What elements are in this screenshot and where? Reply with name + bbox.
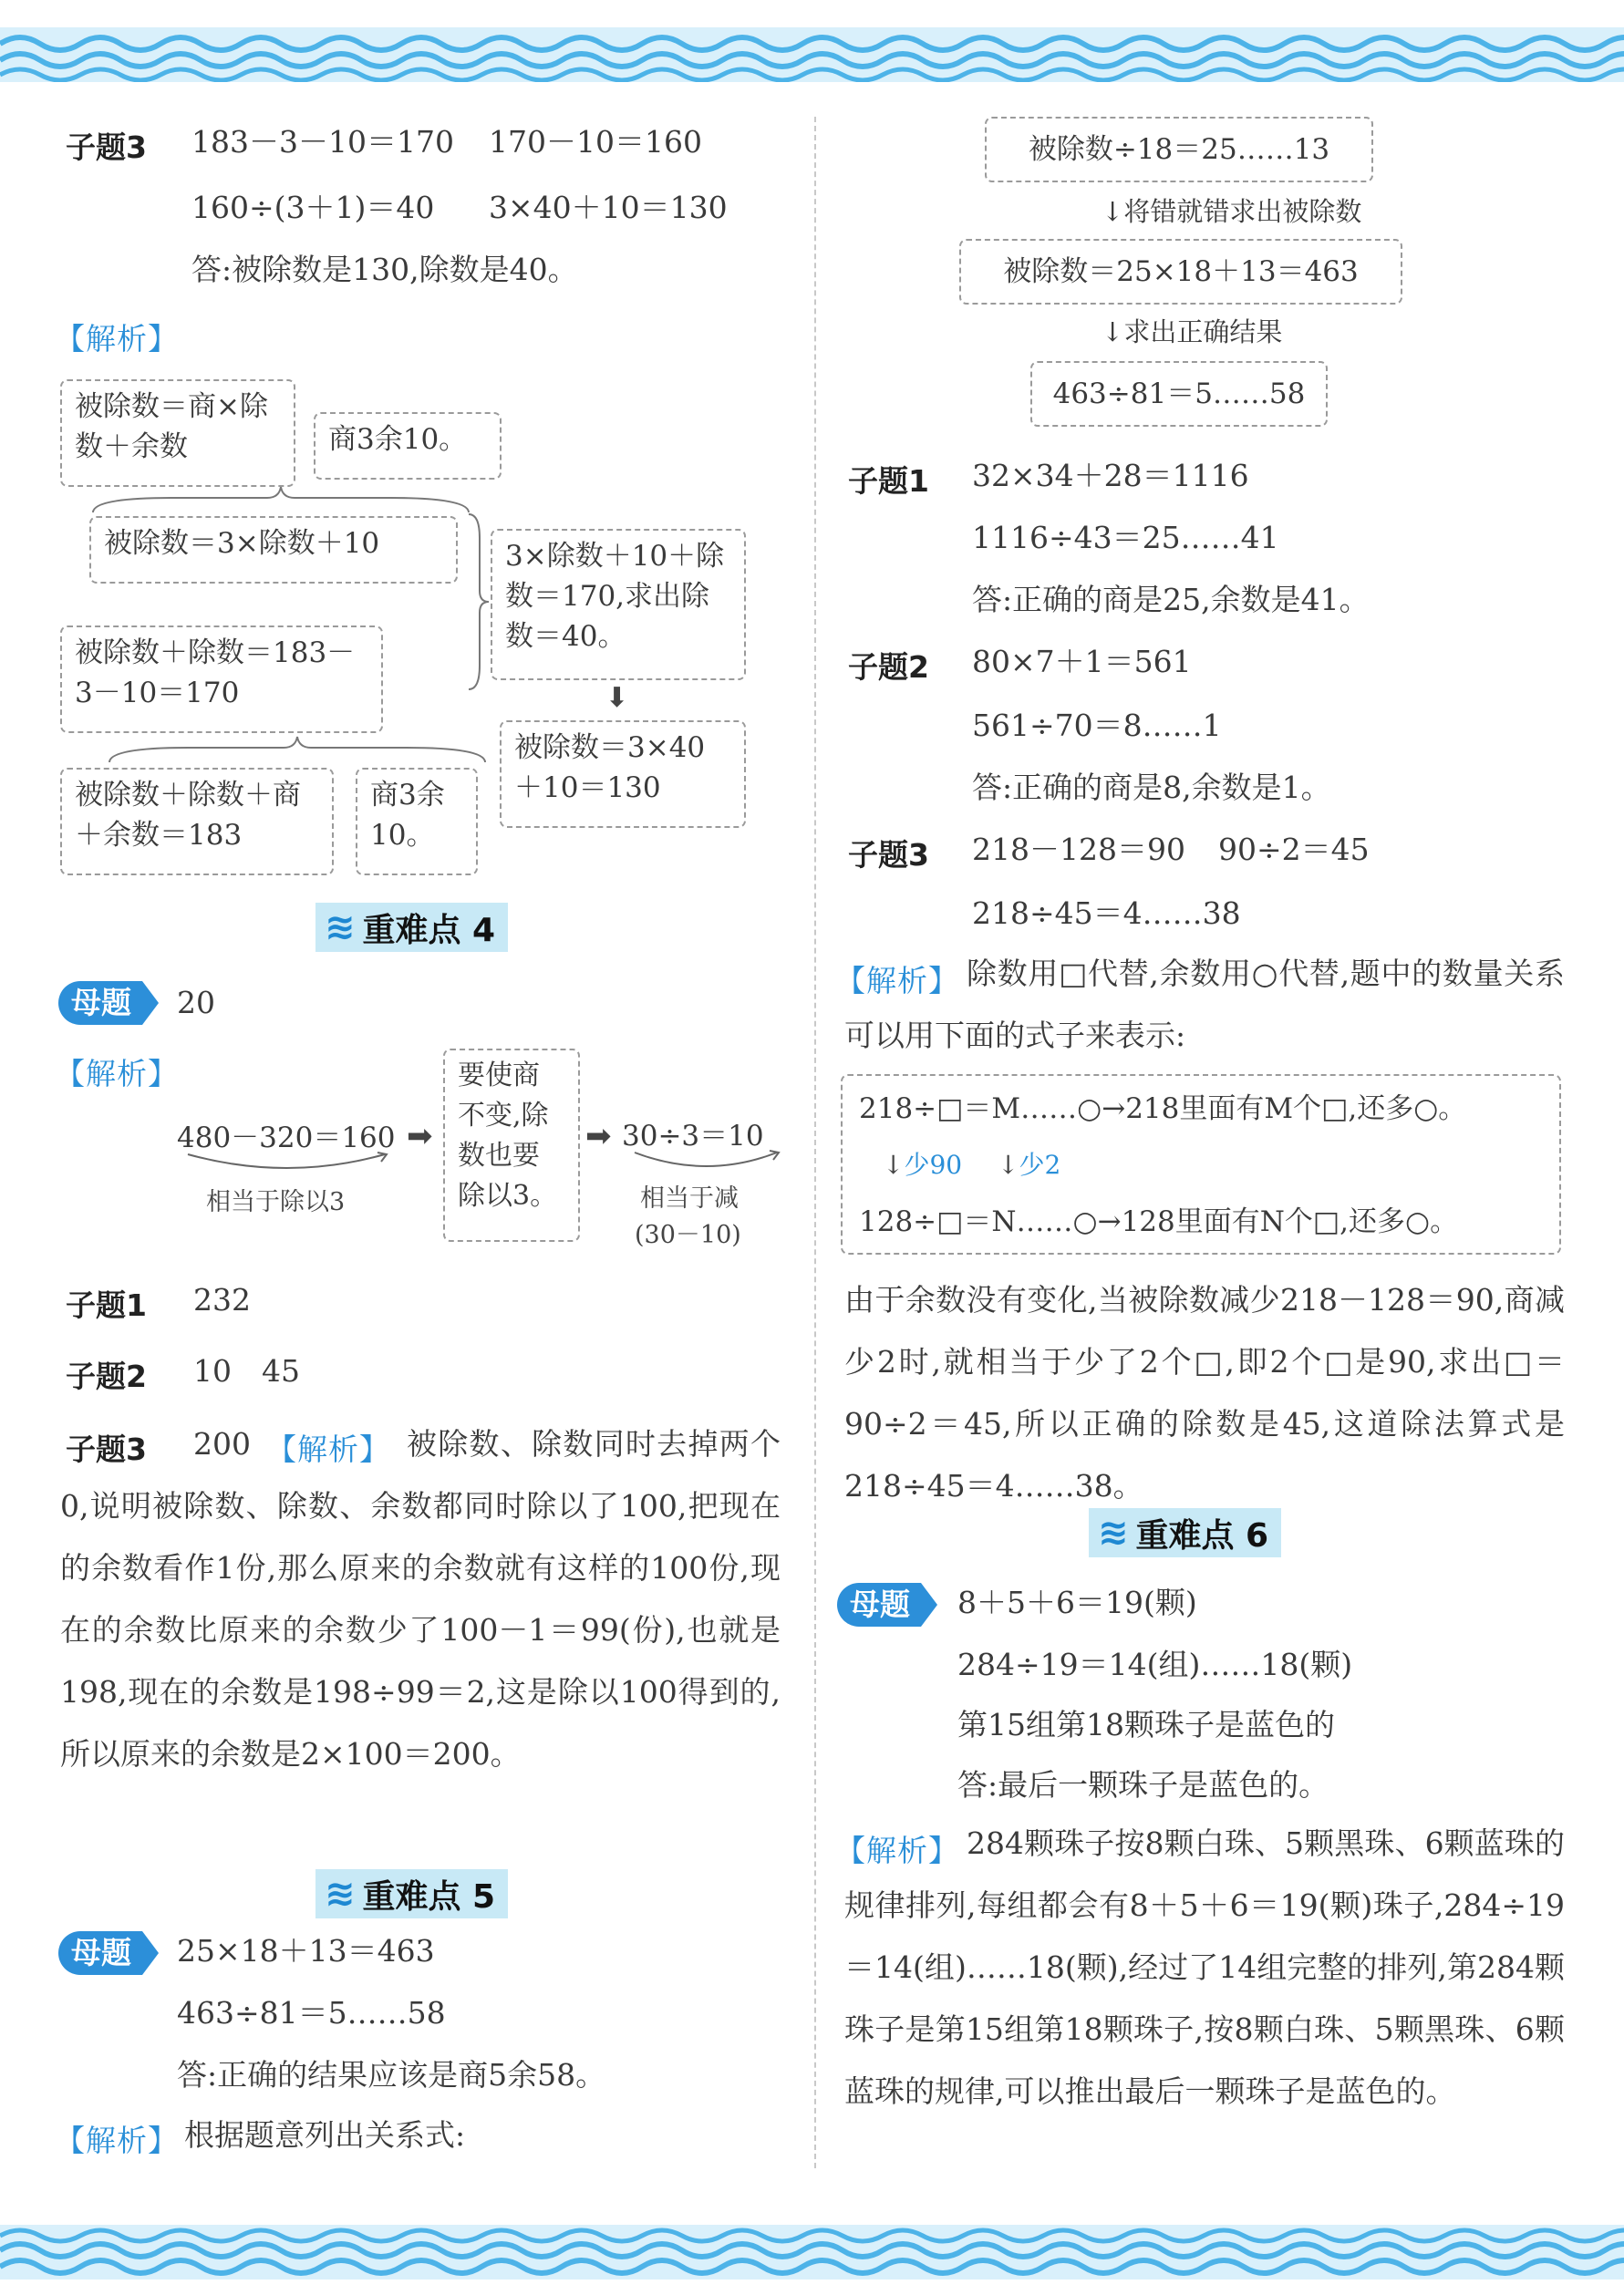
subquestion-3-label: 子题3: [66, 1432, 147, 1467]
flow-box-2: 被除数＝25×18＋13＝463: [959, 239, 1402, 305]
eq-note-subtract-value: (30－10): [635, 1221, 741, 1249]
subquestion-2-label: 子题2: [848, 649, 929, 685]
analysis-label: 【解析】: [266, 1432, 390, 1467]
diagram-box-formula: 被除数＝商×除数＋余数: [60, 379, 295, 487]
r-q2-equation-1: 80×7＋1＝561: [972, 644, 1192, 679]
relation-note-2: ↓少2: [998, 1150, 1061, 1180]
down-arrow-icon: ↓: [1102, 196, 1124, 227]
analysis-label: 【解析】: [55, 1056, 179, 1091]
subquestion-1-label: 子题1: [66, 1287, 147, 1323]
section-header-4: [315, 903, 508, 952]
s5-equation-2: 463÷81＝5……58: [177, 1995, 446, 2031]
diagram-box-solve-divisor: 3×除数＋10＋除数＝170,求出除数＝40。: [491, 529, 746, 680]
r-q2-answer: 答:正确的商是8,余数是1。: [972, 770, 1331, 805]
diagram-box-total: 被除数＋除数＋商＋余数＝183: [60, 768, 334, 875]
relation-box: [841, 1074, 1561, 1255]
subquestion-3-label: 子题3: [848, 837, 929, 873]
subquestion-2-label: 子题2: [66, 1359, 147, 1394]
diagram-box-quotient: 商3余10。: [314, 412, 502, 480]
subquestion-1-answer: 232: [193, 1282, 251, 1318]
eq-note-divide-3: 相当于除以3: [206, 1188, 346, 1216]
analysis-label: 【解析】: [835, 1833, 959, 1868]
diagram-brace-top: [89, 485, 472, 518]
flow-note-1: ↓将错就错求出被除数: [1102, 196, 1362, 227]
s5-analysis-text: 根据题意列出关系式:: [184, 2117, 466, 2153]
box-keep-quotient: 要使商不变,除数也要除以3。: [443, 1049, 580, 1242]
curve-arrow-icon: [629, 1149, 784, 1176]
top-wave-decoration: [0, 27, 1624, 82]
analysis-label: 【解析】: [55, 321, 179, 357]
r-q3-explanation: 由于余数没有变化,当被除数减少218－128＝90,商减少2时,就相当于少了2个□,即2个□是90,求出□＝90÷2＝45,所以正确的除数是45,这道除法算式是218÷45＝4……38。: [844, 1282, 1565, 1504]
eq-480-320: 480－320＝160: [177, 1122, 396, 1154]
right-arrow-icon: ➡: [407, 1118, 433, 1154]
r-q2-equation-2: 561÷70＝8……1: [972, 708, 1222, 743]
mother-question-badge: 母题: [58, 981, 160, 1025]
down-arrow-icon: ↓: [883, 1150, 905, 1180]
diagram-box-result: 被除数＝3×40＋10＝130: [500, 720, 746, 828]
section-header-5: [315, 1869, 508, 1918]
wave-icon: ≋: [325, 906, 356, 948]
right-arrow-icon: ➡: [585, 1118, 612, 1154]
relation-note-1: ↓少90: [883, 1150, 963, 1180]
flow-note-2: ↓求出正确结果: [1102, 316, 1283, 347]
s6-answer: 答:最后一颗珠子是蓝色的。: [957, 1767, 1329, 1803]
r-q3-equation-2: 218÷45＝4……38: [972, 895, 1241, 931]
r-q1-equation-1: 32×34＋28＝1116: [972, 458, 1249, 493]
analysis-label: 【解析】: [835, 963, 959, 998]
s6-analysis-text: 284颗珠子按8颗白珠、5颗黑珠、6颗蓝珠的规律排列,每组都会有8＋5＋6＝19(颗)珠子,284÷19＝14(组)……18(颗),经过了14组完整的排列,第284颗珠子是第15组第18颗珠子,按8颗白珠、5颗黑珠、6颗蓝珠的规律,可以推出最后一颗珠子是蓝色的。: [844, 1825, 1565, 2109]
relation-line-1: 218÷□＝M……○→218里面有M个□,还多○。: [859, 1092, 1467, 1125]
s5-answer: 答:正确的结果应该是商5余58。: [177, 2057, 606, 2093]
eq-30-div-3: 30÷3＝10: [622, 1120, 764, 1153]
q3-equation-1b: 170－10＝160: [489, 124, 702, 160]
subquestion-3-label: 子题3: [66, 129, 147, 165]
q3-equation-1a: 183－3－10＝170: [191, 124, 454, 160]
section-5-title: 重难点 5: [362, 1877, 496, 1916]
r-q3-equation-1a: 218－128＝90: [972, 832, 1185, 867]
down-arrow-icon: ↓: [1102, 316, 1124, 347]
s6-equation-1: 8＋5＋6＝19(颗): [957, 1585, 1197, 1620]
s5-equation-1: 25×18＋13＝463: [177, 1933, 435, 1969]
mother-question-answer: 20: [177, 985, 215, 1020]
mother-question-badge: 母题: [58, 1931, 160, 1975]
flow-box-3: 463÷81＝5……58: [1030, 361, 1328, 427]
subquestion-3-answer: 200: [193, 1426, 251, 1462]
column-divider: [814, 117, 816, 2168]
down-arrow-icon: ↓: [998, 1150, 1019, 1180]
r-q1-equation-2: 1116÷43＝25……41: [972, 520, 1279, 555]
relation-line-2: 128÷□＝N……○→128里面有N个□,还多○。: [859, 1205, 1459, 1238]
diagram-brace-right: [465, 511, 492, 693]
curve-arrow-icon: [182, 1151, 392, 1178]
r-q1-answer: 答:正确的商是25,余数是41。: [972, 582, 1370, 617]
diagram-box-quotient-2: 商3余10。: [356, 768, 478, 875]
q3-equation-2b: 3×40＋10＝130: [489, 190, 728, 225]
bottom-wave-decoration: [0, 2225, 1624, 2279]
section-4-title: 重难点 4: [362, 911, 496, 949]
mother-question-badge: 母题: [837, 1583, 939, 1627]
s6-equation-2: 284÷19＝14(组)……18(颗): [957, 1647, 1353, 1682]
r-q3-analysis-text: 除数用□代替,余数用○代替,题中的数量关系可以用下面的式子来表示:: [844, 956, 1565, 1053]
section-6-title: 重难点 6: [1135, 1516, 1269, 1555]
r-q3-equation-1b: 90÷2＝45: [1218, 832, 1370, 867]
diagram-box-dividend-expression: 被除数＝3×除数＋10: [89, 516, 458, 584]
diagram-box-sum: 被除数＋除数＝183－3－10＝170: [60, 625, 383, 733]
analysis-paragraph: 被除数、除数同时去掉两个0,说明被除数、除数、余数都同时除以了100,把现在的余数看作1份,那么原来的余数就有这样的100份,现在的余数比原来的余数少了100－1＝99(份),也就是198,现在的余数是198÷99＝2,这是除以100得到的,所以原来的余数是2×100＝200。: [60, 1426, 781, 1772]
analysis-label: 【解析】: [55, 2123, 179, 2158]
s6-statement: 第15组第18颗珠子是蓝色的: [957, 1707, 1335, 1742]
flow-box-1: 被除数÷18＝25……13: [985, 117, 1373, 182]
q3-equation-2a: 160÷(3＋1)＝40: [191, 190, 435, 225]
q3-answer: 答:被除数是130,除数是40。: [191, 252, 578, 287]
wave-icon: ≋: [1098, 1512, 1129, 1554]
section-header-6: [1089, 1508, 1281, 1557]
down-arrow-icon: ⬇: [605, 682, 629, 714]
diagram-brace-bottom: [106, 735, 489, 768]
subquestion-2-answer: 10 45: [193, 1353, 300, 1389]
eq-note-subtract: 相当于减: [640, 1184, 739, 1213]
subquestion-1-label: 子题1: [848, 463, 929, 499]
wave-icon: ≋: [325, 1873, 356, 1915]
